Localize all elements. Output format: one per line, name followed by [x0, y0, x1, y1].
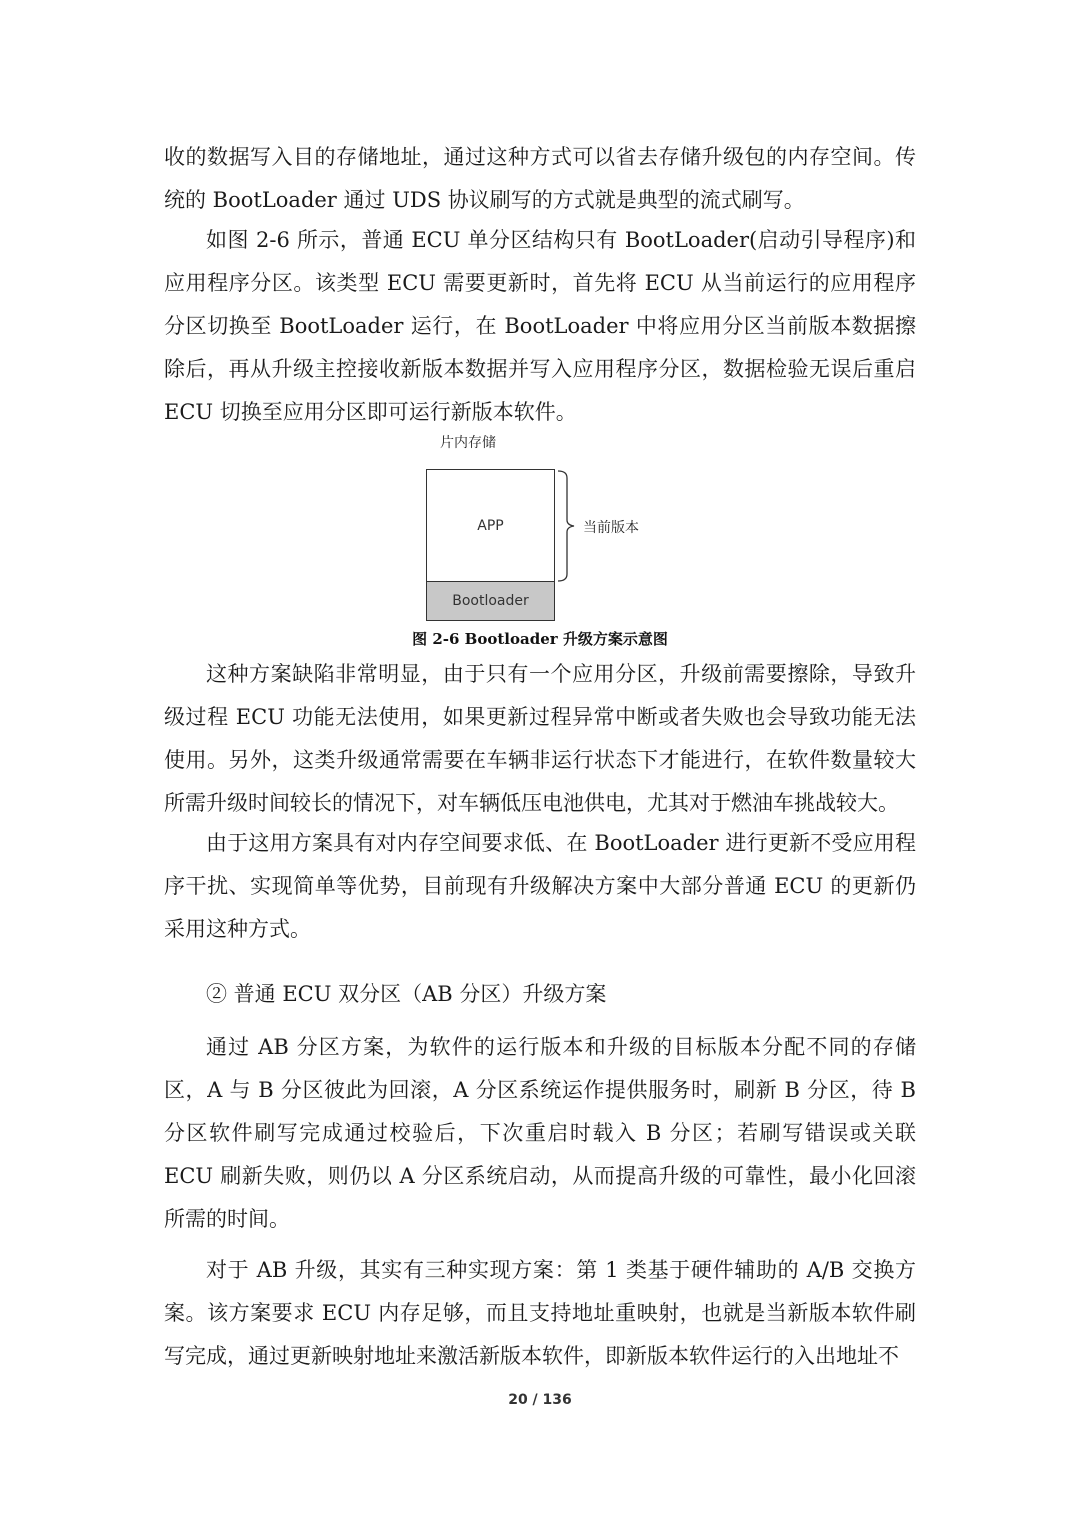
figure-top-label: 片内存储 — [440, 435, 496, 451]
app-partition: APP — [477, 517, 504, 534]
paragraph-ab-schemes: 对于 AB 升级，其实有三种实现方案：第 1 类基于硬件辅助的 A/B 交换方案。该方案要求 ECU 内存足够，而且支持地址重映射，也就是当新版本软件刷写完成，通过更新映射地址来激活新版本软件，即新版本软件运行的入出地址不 — [164, 1258, 916, 1368]
paragraph-ab-partition: 通过 AB 分区方案，为软件的运行版本和升级的目标版本分配不同的存储区，A 与 B 分区彼此为回滚，A 分区系统运作提供服务时，刷新 B 分区，待 B 分区软件刷写完成通过校验后，下次重启时载入 B 分区；若刷写错误或关联 ECU 刷新失败，则仍以 A 分区系统启动，从而提高升级的可靠性，最小化回滚所需的时间。 — [164, 1035, 916, 1231]
paragraph-advantages: 由于这用方案具有对内存空间要求低、在 BootLoader 进行更新不受应用程序干扰、实现简单等优势，目前现有升级解决方案中大部分普通 ECU 的更新仍采用这种方式。 — [164, 831, 916, 941]
figure-caption: 图 2-6 Bootloader 升级方案示意图 — [412, 630, 668, 648]
figure-side-label: 当前版本 — [583, 520, 639, 536]
brace-icon — [556, 470, 586, 582]
bootloader-partition: Bootloader — [427, 581, 554, 620]
page-number: 20 / 136 — [508, 1392, 572, 1408]
paragraph-streaming-flash: 收的数据写入目的存储地址，通过这种方式可以省去存储升级包的内存空间。传统的 BootLoader 通过 UDS 协议刷写的方式就是典型的流式刷写。 — [164, 145, 916, 212]
memory-block-diagram — [426, 469, 555, 621]
paragraph-single-partition: 如图 2-6 所示，普通 ECU 单分区结构只有 BootLoader(启动引导程序)和应用程序分区。该类型 ECU 需要更新时，首先将 ECU 从当前运行的应用程序分区切换至 BootLoader 运行，在 BootLoader 中将应用分区当前版本数据擦除后，再从升级主控接收新版本数据并写入应用程序分区，数据检验无误后重启 ECU 切换至应用分区即可运行新版本软件。 — [164, 228, 916, 424]
paragraph-drawbacks: 这种方案缺陷非常明显，由于只有一个应用分区，升级前需要擦除，导致升级过程 ECU 功能无法使用，如果更新过程异常中断或者失败也会导致功能无法使用。另外，这类升级通常需要在车辆非运行状态下才能进行，在软件数量较大所需升级时间较长的情况下，对车辆低压电池供电，尤其对于燃油车挑战较大。 — [164, 662, 916, 815]
section-heading: ② 普通 ECU 双分区（AB 分区）升级方案 — [206, 982, 607, 1006]
